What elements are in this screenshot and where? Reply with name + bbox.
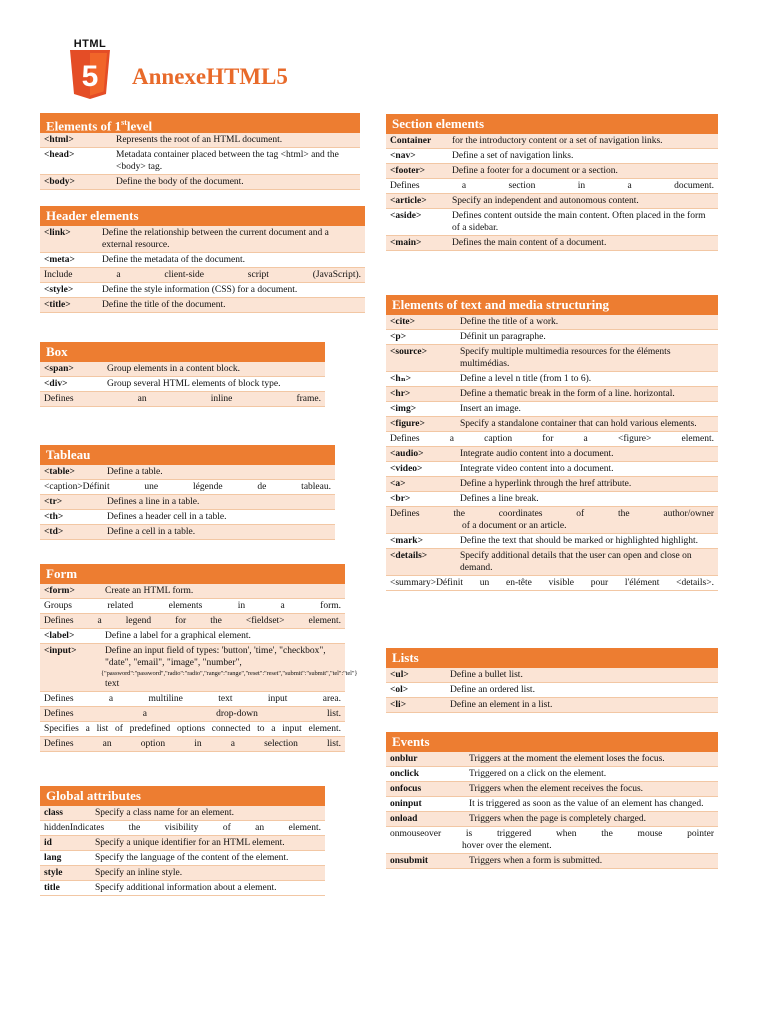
table-row bbox=[386, 164, 718, 179]
panel-form bbox=[40, 564, 358, 752]
row-value bbox=[98, 226, 365, 253]
row-value bbox=[112, 175, 360, 190]
table-row bbox=[386, 432, 718, 447]
row-description: Defines a header cell in a table. bbox=[107, 512, 227, 522]
row-description: Integrate audio content into a document. bbox=[460, 449, 614, 459]
row-value bbox=[456, 477, 718, 492]
panel-table bbox=[40, 362, 325, 407]
row-description: Defines content outside the main content. Often placed in the form of a sidebar. bbox=[452, 211, 706, 233]
row-key: <ul> bbox=[386, 668, 446, 683]
row-description: Define a set of navigation links. bbox=[452, 151, 574, 161]
row-description: Define an input field of types: 'button', 'time', "checkbox", "date", "email", "image", "number", bbox=[105, 646, 326, 668]
table-row bbox=[386, 854, 718, 869]
row-description: Group several HTML elements of block type. bbox=[107, 379, 281, 389]
row-key: <figure> bbox=[386, 417, 456, 432]
table-row bbox=[40, 226, 365, 253]
row-value bbox=[465, 854, 718, 869]
row-value bbox=[101, 629, 345, 644]
table-row bbox=[40, 722, 345, 737]
row-key: <article> bbox=[386, 194, 448, 209]
table-row bbox=[386, 149, 718, 164]
table-row bbox=[40, 692, 345, 707]
row-full bbox=[40, 268, 365, 283]
table-row bbox=[40, 495, 335, 510]
row-value bbox=[465, 797, 718, 812]
table-row bbox=[40, 644, 345, 692]
row-full-text: Defines a multiline text input area. bbox=[44, 694, 341, 704]
row-full bbox=[40, 722, 345, 737]
row-full-text: <summary>Définit un en-tête visible pour l'élément <details>. bbox=[390, 578, 714, 588]
row-description: Define the title of the document. bbox=[102, 300, 226, 310]
table-row bbox=[386, 417, 718, 432]
table-row bbox=[386, 797, 718, 812]
row-value bbox=[98, 283, 365, 298]
row-key: oninput bbox=[386, 797, 465, 812]
row-full bbox=[40, 614, 345, 629]
panel-table bbox=[386, 752, 718, 869]
panel-title: Global attributes bbox=[40, 786, 325, 806]
row-value bbox=[103, 362, 325, 377]
panel-tableau bbox=[40, 445, 335, 540]
row-description: for the introductory content or a set of navigation links. bbox=[452, 136, 663, 146]
table-row bbox=[40, 465, 335, 480]
row-description: Define a label for a graphical element. bbox=[105, 631, 251, 641]
row-key: <br> bbox=[386, 492, 456, 507]
table-row bbox=[40, 599, 345, 614]
panel-events bbox=[386, 732, 718, 869]
table-row bbox=[40, 133, 360, 148]
row-continuation: hover over the element. bbox=[462, 841, 552, 851]
row-value bbox=[91, 836, 325, 851]
row-description: Triggers when a form is submitted. bbox=[469, 856, 603, 866]
panel-lists bbox=[386, 648, 718, 713]
row-description: Specify additional details that the user can open and close on demand. bbox=[460, 551, 692, 573]
table-row bbox=[40, 866, 325, 881]
table-row bbox=[386, 576, 718, 591]
row-key: <head> bbox=[40, 148, 112, 175]
row-description: Define a thematic break in the form of a line. horizontal. bbox=[460, 389, 675, 399]
row-value bbox=[456, 330, 718, 345]
row-key: id bbox=[40, 836, 91, 851]
row-key: <img> bbox=[386, 402, 456, 417]
row-full bbox=[40, 599, 345, 614]
row-full-text: Defines a legend for the <fieldset> element. bbox=[44, 616, 341, 626]
row-value bbox=[448, 134, 718, 149]
row-key: <video> bbox=[386, 462, 456, 477]
row-key: <mark> bbox=[386, 534, 456, 549]
table-row bbox=[40, 851, 325, 866]
row-value bbox=[448, 149, 718, 164]
table-row bbox=[386, 134, 718, 149]
row-key: <nav> bbox=[386, 149, 448, 164]
row-key: <table> bbox=[40, 465, 103, 480]
row-description: Define a level n title (from 1 to 6). bbox=[460, 374, 592, 384]
row-key: <cite> bbox=[386, 315, 456, 330]
table-row bbox=[386, 549, 718, 576]
row-key: <hₙ> bbox=[386, 372, 456, 387]
table-row bbox=[386, 668, 718, 683]
panel-title: Events bbox=[386, 732, 718, 752]
row-key: <link> bbox=[40, 226, 98, 253]
row-value bbox=[456, 387, 718, 402]
panel-title: Box bbox=[40, 342, 325, 362]
row-value bbox=[112, 133, 360, 148]
row-description: Metadata container placed between the tag <html> and the <body> tag. bbox=[116, 150, 339, 172]
row-value bbox=[448, 209, 718, 236]
row-description: Represents the root of an HTML document. bbox=[116, 135, 283, 145]
row-value bbox=[456, 315, 718, 330]
panel-title: Elements of text and media structuring bbox=[386, 295, 718, 315]
row-value bbox=[103, 525, 335, 540]
table-row bbox=[40, 283, 365, 298]
row-description: Integrate video content into a document. bbox=[460, 464, 614, 474]
panel-title: Form bbox=[40, 564, 345, 584]
row-value bbox=[456, 492, 718, 507]
row-description: Define a cell in a table. bbox=[107, 527, 196, 537]
row-full bbox=[386, 576, 718, 591]
row-description: Triggers when the page is completely charged. bbox=[469, 814, 647, 824]
logo-number: 5 bbox=[81, 60, 99, 93]
row-full-text: Specifies a list of predefined options connected to a input element. bbox=[44, 724, 341, 734]
row-full bbox=[40, 821, 325, 836]
row-extra: text bbox=[105, 679, 120, 689]
table-row bbox=[40, 480, 335, 495]
row-value bbox=[465, 782, 718, 797]
row-description: Define a bullet list. bbox=[450, 670, 523, 680]
table-row bbox=[386, 782, 718, 797]
row-full-text: Defines the coordinates of the author/owner bbox=[390, 509, 714, 519]
row-full-text: Defines an inline frame. bbox=[44, 394, 321, 404]
row-full-text: Defines a section in a document. bbox=[390, 181, 714, 191]
row-key: onclick bbox=[386, 767, 465, 782]
logo-text: HTML bbox=[73, 38, 107, 50]
row-full-text: Groups related elements in a form. bbox=[44, 601, 341, 611]
table-row bbox=[40, 298, 365, 313]
row-value bbox=[456, 372, 718, 387]
row-value bbox=[112, 148, 360, 175]
table-row bbox=[40, 253, 365, 268]
row-value bbox=[91, 866, 325, 881]
row-key: <p> bbox=[386, 330, 456, 345]
table-row bbox=[40, 584, 345, 599]
row-key: lang bbox=[40, 851, 91, 866]
row-key: <label> bbox=[40, 629, 101, 644]
row-description: Triggers when the element receives the focus. bbox=[469, 784, 644, 794]
table-row bbox=[40, 525, 335, 540]
row-description: Define a footer for a document or a section. bbox=[452, 166, 618, 176]
row-description: Define an element in a list. bbox=[450, 700, 553, 710]
table-row bbox=[386, 315, 718, 330]
row-value bbox=[91, 881, 325, 896]
row-description: Define a table. bbox=[107, 467, 163, 477]
table-row bbox=[386, 698, 718, 713]
row-full-text: Defines an option in a selection list. bbox=[44, 739, 341, 749]
row-description: Group elements in a content block. bbox=[107, 364, 240, 374]
row-value bbox=[103, 510, 335, 525]
row-description: Defines a line break. bbox=[460, 494, 539, 504]
row-description: It is triggered as soon as the value of an element has changed. bbox=[469, 799, 704, 809]
row-full bbox=[40, 480, 335, 495]
row-full bbox=[386, 507, 718, 534]
row-key: <span> bbox=[40, 362, 103, 377]
panel-title: Elements of 1stlevel bbox=[40, 113, 360, 133]
table-row bbox=[40, 737, 345, 752]
table-row bbox=[40, 362, 325, 377]
row-value bbox=[448, 194, 718, 209]
row-value bbox=[456, 549, 718, 576]
table-row bbox=[386, 345, 718, 372]
panel-table bbox=[40, 465, 335, 540]
row-key: <form> bbox=[40, 584, 101, 599]
row-key: onblur bbox=[386, 752, 465, 767]
row-key: <details> bbox=[386, 549, 456, 576]
row-full-text: <caption>Définit une légende de tableau. bbox=[44, 482, 331, 492]
panel-title: Header elements bbox=[40, 206, 365, 226]
row-value bbox=[446, 668, 718, 683]
row-full-text: Defines a caption for a <figure> element. bbox=[390, 434, 714, 444]
table-row bbox=[40, 392, 325, 407]
panel-title: Tableau bbox=[40, 445, 335, 465]
row-description: Define the style information (CSS) for a document. bbox=[102, 285, 298, 295]
table-row bbox=[40, 806, 325, 821]
table-row bbox=[40, 148, 360, 175]
row-description: Define the text that should be marked or highlighted highlight. bbox=[460, 536, 698, 546]
row-key: onload bbox=[386, 812, 465, 827]
row-key: title bbox=[40, 881, 91, 896]
row-full bbox=[386, 432, 718, 447]
html5-logo bbox=[66, 38, 114, 100]
row-key: <html> bbox=[40, 133, 112, 148]
row-key: <tr> bbox=[40, 495, 103, 510]
row-value bbox=[465, 767, 718, 782]
row-description: Create an HTML form. bbox=[105, 586, 194, 596]
row-value bbox=[448, 164, 718, 179]
row-description: Specify multiple multimedia resources for the éléments multimédias. bbox=[460, 347, 671, 369]
row-value bbox=[98, 253, 365, 268]
row-value bbox=[456, 417, 718, 432]
row-key: <th> bbox=[40, 510, 103, 525]
row-value bbox=[91, 851, 325, 866]
table-row bbox=[40, 175, 360, 190]
panel-title: Section elements bbox=[386, 114, 718, 134]
panel-box bbox=[40, 342, 325, 407]
row-key: <body> bbox=[40, 175, 112, 190]
row-key: <style> bbox=[40, 283, 98, 298]
table-row bbox=[40, 377, 325, 392]
row-key: <main> bbox=[386, 236, 448, 251]
row-key: style bbox=[40, 866, 91, 881]
row-value bbox=[91, 806, 325, 821]
panel-text-media bbox=[386, 295, 718, 591]
panel-table bbox=[386, 668, 718, 713]
row-key: <td> bbox=[40, 525, 103, 540]
row-description: Triggers at the moment the element loses the focus. bbox=[469, 754, 665, 764]
row-value bbox=[103, 377, 325, 392]
table-row bbox=[40, 614, 345, 629]
html5-shield-icon bbox=[66, 50, 114, 100]
row-description: Defines the main content of a document. bbox=[452, 238, 607, 248]
row-key: <a> bbox=[386, 477, 456, 492]
table-row bbox=[40, 836, 325, 851]
row-description: Définit un paragraphe. bbox=[460, 332, 546, 342]
row-description: Define the title of a work. bbox=[460, 317, 559, 327]
row-key: onfocus bbox=[386, 782, 465, 797]
panel-table bbox=[386, 315, 718, 591]
row-value bbox=[98, 298, 365, 313]
row-key: <footer> bbox=[386, 164, 448, 179]
table-row bbox=[40, 268, 365, 283]
row-description: Define the body of the document. bbox=[116, 177, 244, 187]
table-row bbox=[386, 507, 718, 534]
row-description: Specify an independent and autonomous content. bbox=[452, 196, 639, 206]
row-continuation: of a document or an article. bbox=[462, 521, 567, 531]
row-description: Specify additional information about a element. bbox=[95, 883, 277, 893]
row-key: <aside> bbox=[386, 209, 448, 236]
table-row bbox=[386, 194, 718, 209]
table-row bbox=[386, 752, 718, 767]
row-description: Define a hyperlink through the href attribute. bbox=[460, 479, 632, 489]
panel-table bbox=[386, 134, 718, 251]
row-key: <meta> bbox=[40, 253, 98, 268]
row-description: Define the relationship between the current document and a external resource. bbox=[102, 228, 329, 250]
row-value bbox=[103, 495, 335, 510]
table-row bbox=[386, 330, 718, 345]
panel-table bbox=[40, 226, 365, 313]
table-row bbox=[386, 236, 718, 251]
table-row bbox=[386, 827, 718, 854]
row-key: onsubmit bbox=[386, 854, 465, 869]
row-value bbox=[456, 462, 718, 477]
row-value bbox=[101, 644, 358, 692]
row-value bbox=[446, 698, 718, 713]
table-row bbox=[40, 821, 325, 836]
row-description: Specify an inline style. bbox=[95, 868, 183, 878]
panel-title: Lists bbox=[386, 648, 718, 668]
row-key: <li> bbox=[386, 698, 446, 713]
row-full bbox=[40, 707, 345, 722]
row-key: <input> bbox=[40, 644, 101, 692]
row-description: Triggered on a click on the element. bbox=[469, 769, 607, 779]
table-row bbox=[40, 629, 345, 644]
row-description: Insert an image. bbox=[460, 404, 521, 414]
panel-elements-first-level bbox=[40, 113, 360, 190]
row-value bbox=[103, 465, 335, 480]
table-row bbox=[386, 477, 718, 492]
panel-table bbox=[40, 584, 358, 752]
row-value bbox=[456, 345, 718, 372]
row-description: Specify a unique identifier for an HTML element. bbox=[95, 838, 285, 848]
row-full bbox=[386, 827, 718, 854]
row-value bbox=[465, 752, 718, 767]
table-row bbox=[386, 209, 718, 236]
table-row bbox=[386, 492, 718, 507]
panel-header-elements bbox=[40, 206, 365, 313]
row-full bbox=[386, 179, 718, 194]
row-key: Container bbox=[386, 134, 448, 149]
row-full-text: onmouseover is triggered when the mouse pointer bbox=[390, 829, 714, 839]
row-key: <audio> bbox=[386, 447, 456, 462]
row-full bbox=[40, 392, 325, 407]
row-full bbox=[40, 737, 345, 752]
table-row bbox=[386, 462, 718, 477]
row-description: Specify a standalone container that can hold various elements. bbox=[460, 419, 697, 429]
row-value bbox=[456, 447, 718, 462]
panel-section-elements bbox=[386, 114, 718, 251]
row-value bbox=[101, 584, 345, 599]
row-full-text: Defines a drop-down list. bbox=[44, 709, 341, 719]
row-full bbox=[40, 692, 345, 707]
row-description: Defines a line in a table. bbox=[107, 497, 200, 507]
row-description: Define an ordered list. bbox=[450, 685, 535, 695]
table-row bbox=[386, 179, 718, 194]
table-row bbox=[386, 767, 718, 782]
table-row bbox=[386, 534, 718, 549]
row-key: class bbox=[40, 806, 91, 821]
row-value bbox=[456, 534, 718, 549]
row-key: <hr> bbox=[386, 387, 456, 402]
row-value bbox=[448, 236, 718, 251]
row-full-text: hiddenIndicates the visibility of an element. bbox=[44, 823, 321, 833]
row-description: Specify a class name for an element. bbox=[95, 808, 235, 818]
row-value bbox=[446, 683, 718, 698]
row-description: Specify the language of the content of the element. bbox=[95, 853, 289, 863]
page-title: AnnexeHTML5 bbox=[132, 64, 288, 89]
row-key: <div> bbox=[40, 377, 103, 392]
table-row bbox=[386, 447, 718, 462]
row-value bbox=[456, 402, 718, 417]
row-description: Define the metadata of the document. bbox=[102, 255, 245, 265]
table-row bbox=[386, 402, 718, 417]
table-row bbox=[40, 881, 325, 896]
row-full-text: Include a client-side script (JavaScript). bbox=[44, 270, 361, 280]
panel-global-attributes bbox=[40, 786, 325, 896]
panel-table bbox=[40, 133, 360, 190]
panel-table bbox=[40, 806, 325, 896]
table-row bbox=[386, 812, 718, 827]
row-key: <ol> bbox=[386, 683, 446, 698]
table-row bbox=[40, 510, 335, 525]
table-row bbox=[40, 707, 345, 722]
row-key: <source> bbox=[386, 345, 456, 372]
table-row bbox=[386, 372, 718, 387]
row-key: <title> bbox=[40, 298, 98, 313]
row-type-list: {"password":"password","radio":"radio","range":"range","reset":"reset","submit":"submit","tel":"tel"} bbox=[101, 670, 358, 677]
table-row bbox=[386, 683, 718, 698]
row-value bbox=[465, 812, 718, 827]
table-row bbox=[386, 387, 718, 402]
